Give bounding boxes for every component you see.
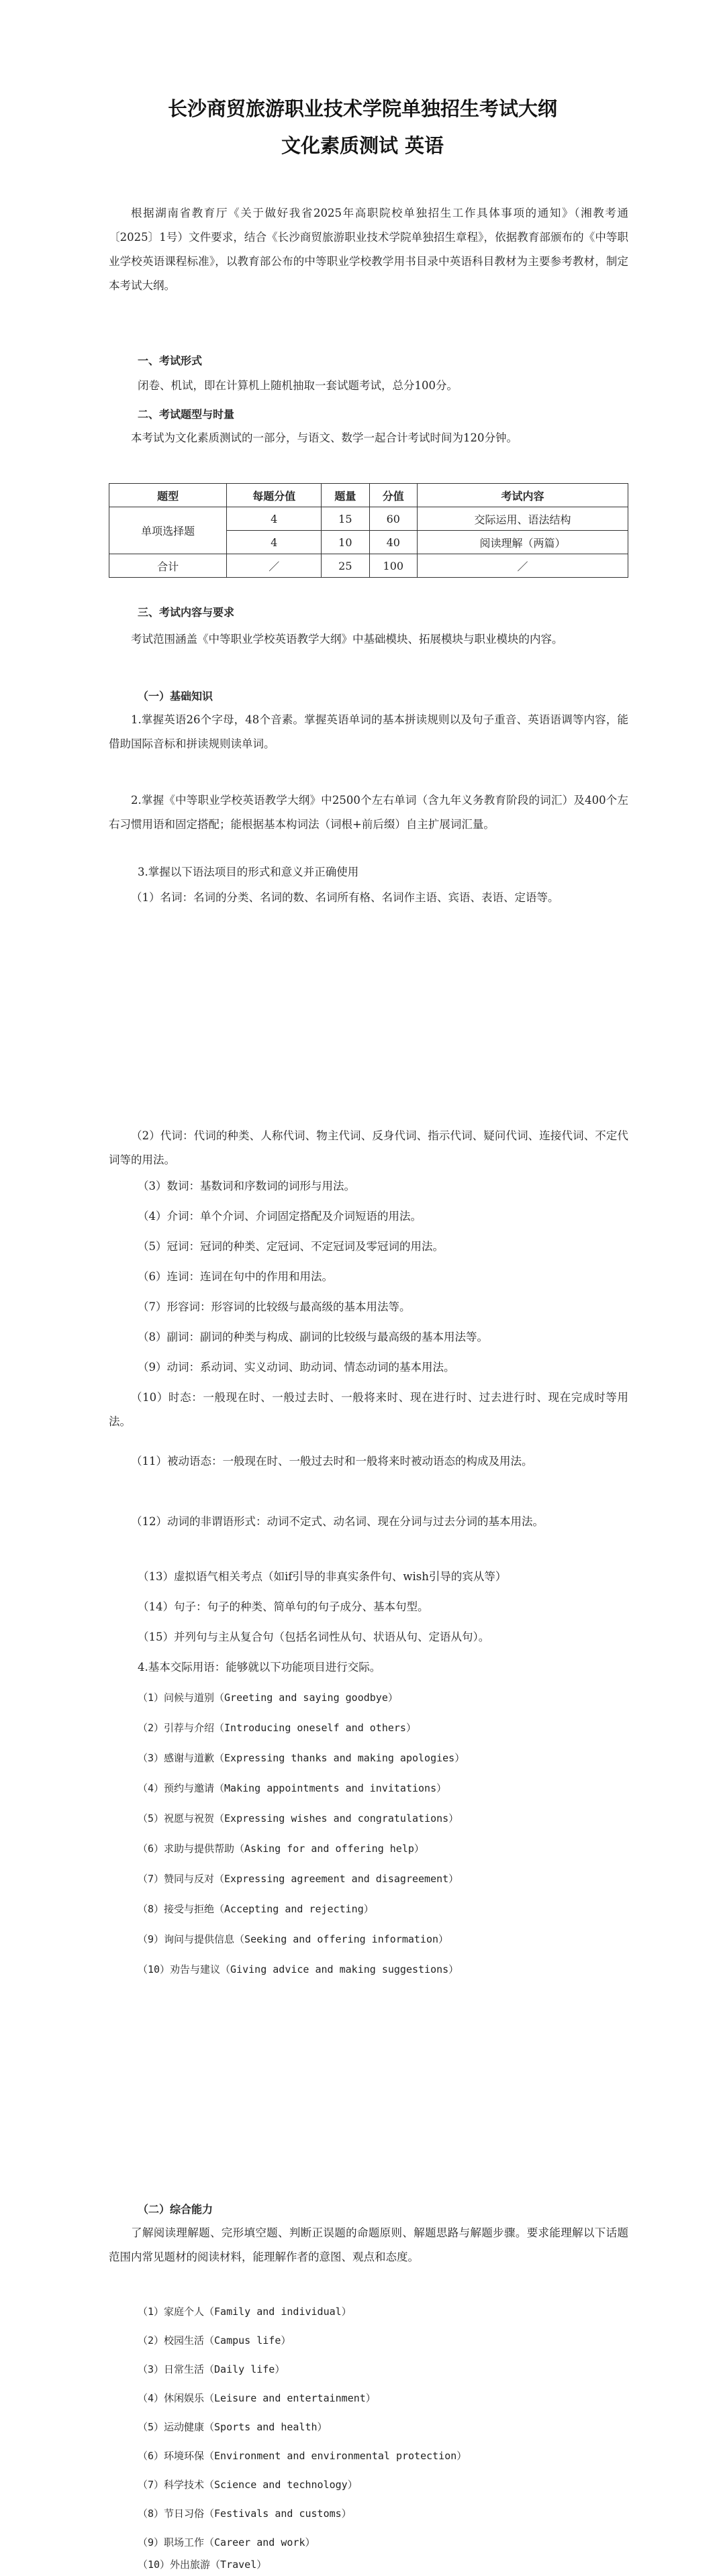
subheading-comprehensive-ability: （二）综合能力 — [138, 2203, 213, 2216]
topic-item-4: （4）休闲娱乐（Leisure and entertainment） — [138, 2392, 376, 2404]
grammar-item-15: （15）并列句与主从复合句（包括名词性从句、状语从句、定语从句）。 — [138, 1631, 490, 1643]
topic-item-3: （3）日常生活（Daily life） — [138, 2363, 285, 2375]
function-item-5: （5）祝愿与祝贺（Expressing wishes and congratulations） — [138, 1812, 459, 1824]
table-cell: ／ — [418, 554, 628, 578]
knowledge-item-4: 4.基本交际用语：能够就以下功能项目进行交际。 — [138, 1661, 381, 1673]
table-header: 考试内容 — [418, 484, 628, 507]
table-cell: 10 — [322, 531, 369, 554]
comprehensive-ability-text: 了解阅读理解题、完形填空题、判断正误题的命题原则、解题思路与解题步骤。要求能理解以下话题范围内常见题材的阅读材料，能理解作者的意图、观点和态度。 — [109, 2226, 628, 2263]
grammar-item-5: （5）冠词：冠词的种类、定冠词、不定冠词及零冠词的用法。 — [138, 1240, 444, 1253]
document-title: 长沙商贸旅游职业技术学院单独招生考试大纲 — [167, 97, 557, 120]
table-cell: 40 — [369, 531, 417, 554]
grammar-item-8: （8）副词：副词的种类与构成、副词的比较级与最高级的基本用法等。 — [138, 1331, 488, 1343]
function-item-1: （1）问候与道别（Greeting and saying goodbye） — [138, 1692, 398, 1704]
function-item-8: （8）接受与拒绝（Accepting and rejecting） — [138, 1903, 374, 1915]
table-header: 题量 — [322, 484, 369, 507]
table-cell-type: 单项选择题 — [109, 507, 227, 554]
table-cell: 60 — [369, 507, 417, 531]
section-heading-exam-form: 一、考试形式 — [138, 354, 203, 367]
grammar-item-9: （9）动词：系动词、实义动词、助动词、情态动词的基本用法。 — [138, 1361, 455, 1374]
table-cell: 25 — [322, 554, 369, 578]
grammar-item-2: （2）代词：代词的种类、人称代词、物主代词、反身代词、指示代词、疑问代词、连接代词、不定代词等的用法。 — [109, 1129, 628, 1166]
table-row — [109, 507, 628, 531]
function-item-9: （9）询问与提供信息（Seeking and offering information） — [138, 1933, 449, 1945]
grammar-item-6: （6）连词：连词在句中的作用和用法。 — [138, 1270, 333, 1283]
table-cell: 阅读理解（两篇） — [418, 531, 628, 554]
question-types-text: 本考试为文化素质测试的一部分，与语文、数学一起合计考试时间为120分钟。 — [131, 431, 518, 444]
table-cell: ／ — [227, 554, 322, 578]
topic-item-7: （7）科学技术（Science and technology） — [138, 2479, 358, 2491]
knowledge-item-1: 1.掌握英语26个字母，48个音素。掌握英语单词的基本拼读规则以及句子重音、英语语调等内容，能借助国际音标和拼读规则读单词。 — [109, 713, 628, 750]
function-item-7: （7）赞同与反对（Expressing agreement and disagreement） — [138, 1873, 459, 1885]
function-item-2: （2）引荐与介绍（Introducing oneself and others） — [138, 1722, 416, 1734]
section-heading-content: 三、考试内容与要求 — [138, 606, 235, 619]
grammar-item-1: （1）名词：名词的分类、名词的数、名词所有格、名词作主语、宾语、表语、定语等。 — [131, 891, 559, 904]
grammar-item-7: （7）形容词：形容词的比较级与最高级的基本用法等。 — [138, 1300, 411, 1313]
topic-item-5: （5）运动健康（Sports and health） — [138, 2421, 328, 2433]
table-cell: 4 — [227, 507, 322, 531]
topic-item-2: （2）校园生活（Campus life） — [138, 2334, 291, 2347]
table-header-row — [109, 484, 628, 507]
table-header: 分值 — [369, 484, 417, 507]
grammar-item-3: （3）数词：基数词和序数词的词形与用法。 — [138, 1180, 355, 1192]
intro-paragraph: 根据湖南省教育厅《关于做好我省2025年高职院校单独招生工作具体事项的通知》（湘教考通〔2025〕1号）文件要求，结合《长沙商贸旅游职业技术学院单独招生章程》，依据教育部颁布的《中等职业学校英语课程标准》，以教育部公布的中等职业学校教学用书目录中英语科目教材为主要参考教材，制定本考试大纲。 — [109, 207, 628, 292]
function-item-6: （6）求助与提供帮助（Asking for and offering help） — [138, 1843, 424, 1855]
document-subtitle: 文化素质测试 英语 — [281, 134, 444, 157]
function-item-10: （10）劝告与建议（Giving advice and making suggestions） — [138, 1963, 459, 1975]
section-heading-question-types: 二、考试题型与时量 — [138, 408, 235, 421]
grammar-item-11: （11）被动语态：一般现在时、一般过去时和一般将来时被动语态的构成及用法。 — [131, 1455, 533, 1467]
table-cell: 合计 — [109, 554, 227, 578]
function-item-3: （3）感谢与道歉（Expressing thanks and making apologies） — [138, 1752, 465, 1764]
table-cell: 15 — [322, 507, 369, 531]
grammar-item-10: （10）时态：一般现在时、一般过去时、一般将来时、现在进行时、过去进行时、现在完成时等用法。 — [109, 1391, 628, 1428]
grammar-item-13: （13）虚拟语气相关考点（如if引导的非真实条件句、wish引导的宾从等） — [138, 1570, 507, 1583]
table-row-total — [109, 554, 628, 578]
grammar-item-4: （4）介词：单个介词、介词固定搭配及介词短语的用法。 — [138, 1210, 422, 1223]
knowledge-item-3: 3.掌握以下语法项目的形式和意义并正确使用 — [138, 866, 359, 878]
grammar-item-12: （12）动词的非谓语形式：动词不定式、动名词、现在分词与过去分词的基本用法。 — [131, 1515, 544, 1528]
content-scope-text: 考试范围涵盖《中等职业学校英语教学大纲》中基础模块、拓展模块与职业模块的内容。 — [131, 633, 563, 646]
grammar-item-14: （14）句子：句子的种类、简单句的句子成分、基本句型。 — [138, 1600, 429, 1613]
topic-item-6: （6）环境环保（Environment and environmental protection） — [138, 2450, 467, 2462]
knowledge-item-2: 2.掌握《中等职业学校英语教学大纲》中2500个左右单词（含九年义务教育阶段的词汇）及400个左右习惯用语和固定搭配；能根据基本构词法（词根+前后缀）自主扩展词汇量。 — [109, 794, 628, 831]
topic-item-9: （9）职场工作（Career and work） — [138, 2536, 316, 2548]
table-header: 题型 — [109, 484, 227, 507]
table-cell: 4 — [227, 531, 322, 554]
exam-form-text: 闭卷、机试，即在计算机上随机抽取一套试题考试，总分100分。 — [138, 379, 458, 392]
topic-item-1: （1）家庭个人（Family and individual） — [138, 2306, 352, 2318]
subheading-basic-knowledge: （一）基础知识 — [138, 690, 213, 703]
table-header: 每题分值 — [227, 484, 322, 507]
function-item-4: （4）预约与邀请（Making appointments and invitations） — [138, 1782, 447, 1794]
table-cell: 100 — [369, 554, 417, 578]
score-table — [109, 483, 628, 578]
topic-item-8: （8）节日习俗（Festivals and customs） — [138, 2508, 352, 2520]
topic-item-10: （10）外出旅游（Travel） — [138, 2559, 267, 2571]
table-cell: 交际运用、语法结构 — [418, 507, 628, 531]
